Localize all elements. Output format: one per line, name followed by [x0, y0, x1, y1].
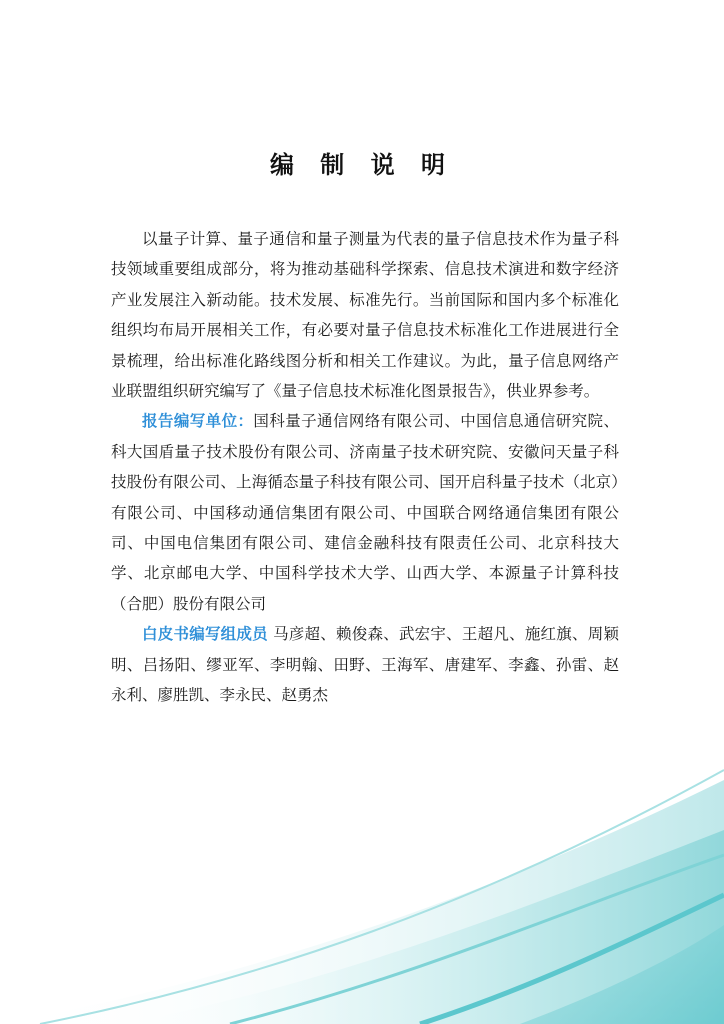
members-paragraph	[111, 619, 619, 710]
members-label: 白皮书编写组成员	[142, 624, 268, 644]
wave-corner-fill	[520, 925, 724, 1024]
units-label: 报告编写单位：	[142, 411, 254, 431]
wave-band-light	[0, 780, 724, 1024]
members-text: 马彦超、赖俊森、武宏宇、王超凡、施红旗、周颖明、吕扬阳、缪亚军、李明翰、田野、王海军、唐建军、李鑫、孙雷、赵永利、廖胜凯、李永民、赵勇杰	[111, 625, 619, 705]
page-title: 编 制 说 明	[269, 150, 455, 179]
wave-stroke-2	[230, 855, 724, 1024]
units-text: 国科量子通信网络有限公司、中国信息通信研究院、科大国盾量子技术股份有限公司、济南量子技术研究院、安徽问天量子科技股份有限公司、上海循态量子科技有限公司、国开启科量子技术（北京）有限公司、中国移动通信集团有限公司、中国联合网络通信集团有限公司、中国电信集团有限公司、建信金融科技有限责任公司、北京科技大学、北京邮电大学、中国科学技术大学、山西大学、本源量子计算科技（合肥）股份有限公司	[111, 412, 619, 613]
document-body	[111, 224, 619, 711]
wave-stroke-3	[420, 895, 724, 1024]
intro-paragraph: 以量子计算、量子通信和量子测量为代表的量子信息技术作为量子科技领域重要组成部分，将为推动基础科学探索、信息技术演进和数字经济产业发展注入新动能。技术发展、标准先行。当前国际和国内多个标准化组织均布局开展相关工作，有必要对量子信息技术标准化工作进展进行全景梳理，给出标准化路线图分析和相关工作建议。为此，量子信息网络产业联盟组织研究编写了《量子信息技术标准化图景报告》，供业界参考。	[111, 230, 619, 401]
wave-stroke-1	[40, 770, 724, 1024]
units-paragraph	[111, 406, 619, 619]
wave-band-mid	[120, 830, 724, 1024]
